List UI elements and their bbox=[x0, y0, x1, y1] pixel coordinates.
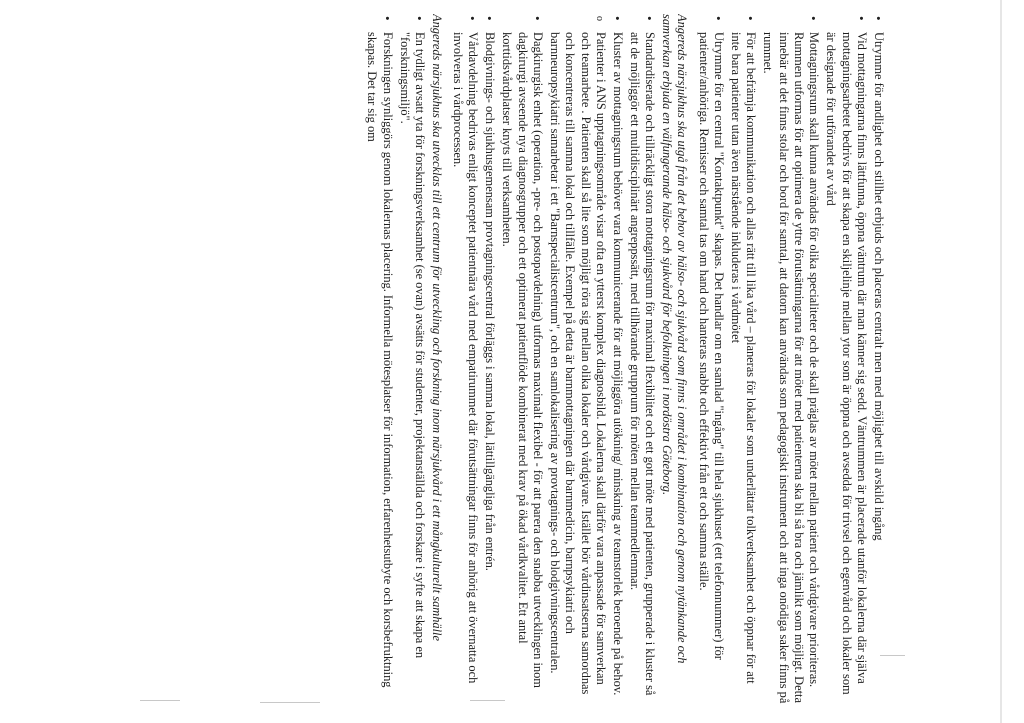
bullet-icon: • bbox=[642, 16, 658, 21]
document-body bbox=[363, 14, 889, 704]
list-item: • Dagkirurgisk enhet (operation, -pre- och postopavdelning) utformas maximalt flexibel - för att parera den snabba utvecklingen inom dagkirurgi avseende nya diagnosgrupper och ett optimerat patientflöde kombinerat med krav på ökad vårdkvalitet. Ett antal korttidsvårdplatser knyts till verksamheten. bbox=[500, 16, 545, 688]
scan-edge bbox=[1000, 0, 1002, 723]
list-item: • Utrymme för en central "Kontaktpunkt" skapas. Det handlar om en samlad "ingång" till hela sjukhuset (ett telefonnummer) för patienter/anhöriga. Remisser och samtal tas om hand och hanteras snabbt och effektivt från ett och samma ställe. bbox=[696, 16, 726, 660]
bullet-icon: • bbox=[743, 16, 759, 21]
bullet-icon: • bbox=[465, 16, 481, 21]
bullet-icon: • bbox=[482, 16, 498, 21]
list-item: o Patienter i ANS upptagningsområde visar ofta en ytterst komplex diagnosbild. Lokalerna skall därför vara anpassade för samverkan och teamarbete . Patienten skall så lite som möjligt röra sig mellan olika lokaler och vårdgivare. Istället bör vårdinsatserna samordnas och koncentreras till samma lokal och tillfälle. Exempel på detta är barnmottagningen där barnmedicin, barnpsykiatri och barnneuropsykiatri samarbetar i ett "Barnspecialistcentrum", och en samlokalisering av provtagnings- och blodgivningscentralen. bbox=[547, 16, 609, 695]
list-item: • Standardiserade och tillräckligt stora mottagningsrum för maximal flexibilitet och ett gott möte med patienten, grupperade i kluster så att de möjliggör ett multidisciplinärt angreppssätt, med tillhörande grupprum för möten mellan teammedlemmar. bbox=[627, 16, 658, 696]
section-3-list bbox=[364, 14, 427, 704]
bullet-icon: • bbox=[412, 16, 428, 21]
bullet-icon: • bbox=[710, 16, 726, 21]
bullet-icon: • bbox=[379, 16, 395, 21]
bullet-icon: • bbox=[610, 16, 625, 21]
list-item: • Blodgivnings- och sjukhusgemensam provtagningscentral förläggs i samma lokal, lättillgängliga från entrén. bbox=[482, 16, 498, 571]
section-1-list bbox=[695, 14, 886, 704]
list-item: • En tydligt avsatt yta för forskningsverksamhet (se ovan) avsätts för studenter, projektanställda och forskare i syfte att skapa en "forskningsmiljö". bbox=[397, 16, 428, 659]
list-item: • Forskningen synliggörs genom lokalernas placering. Informella mötesplatser för information, erfarenhetsutbyte och korsbefruktning skapas. Det tar sig om bbox=[365, 16, 395, 688]
section-2-list bbox=[450, 14, 658, 704]
section-3-heading: Angereds närsjukhus ska utvecklas till ett centrum för utveckling och forskning inom närsjukvård i ett mångkulturellt samhälle bbox=[429, 14, 444, 641]
bullet-icon: • bbox=[854, 16, 870, 21]
bullet-icon: • bbox=[871, 16, 886, 21]
list-item: • Kluster av mottagningsrum behöver vara kommunicerande för att möjliggöra utökning/ minskning av teamstorlek beroende på behov. bbox=[610, 16, 625, 696]
bullet-icon: • bbox=[806, 16, 822, 21]
list-item: • För att befrämja kommunikation och allas rätt till lika vård – planeras för lokaler som underlättar tolkverksamhet och öppnar för att inte bara patienter utan även närstående inkluderas i vårdmötet bbox=[728, 16, 759, 684]
list-item: • Vårdavdelning bedrivas enligt konceptet patientnära vård med empatirummet där förutsättningar finns för anhörig att övernatta och involveras i vårdprocessen. bbox=[450, 16, 481, 684]
section-2-heading: Angereds närsjukhus ska utgå från det behov av hälso- och sjukvård som finns i området i kombination och genom nytänkande och samverkan erbjuda en välfungerande hälso- och sjukvård för befolkningen i nordöstra Göteborg. bbox=[659, 14, 690, 664]
list-item: • Vid mottagningarna finns lättfunna, öppna väntrum där man känner sig sedd. Väntrummen är placerade utanför lokalerna där själva mottagningsarbetet bedrivs för att skapa en skiljelinje mellan ytor som är öppna och avsedda för trivsel och egenvård och lokaler som är designade för utförandet av vård bbox=[824, 16, 870, 695]
bullet-icon: • bbox=[529, 16, 545, 21]
list-item: • Mottagningsrum skall kunna användas för olika specialiteter och de skall präglas av mötet mellan patient och vårdgivare prioriteras. Rummen utformas för att optimera de yttre förutsättningarna för att mötet med patienterna ska bli så bra och jämlikt som möjligt. Detta innebär att det finns stolar och bord för samtal, att datorn kan användas som pedagogiskt instrument och att inga onödiga saker finns på rummet. bbox=[761, 16, 822, 704]
document-page bbox=[120, 14, 888, 704]
bullet-circle-icon: o bbox=[594, 16, 606, 21]
list-item: • Utrymme för andlighet och stillhet erbjuds och placeras centralt men med möjlighet till avskild ingång bbox=[871, 16, 886, 541]
